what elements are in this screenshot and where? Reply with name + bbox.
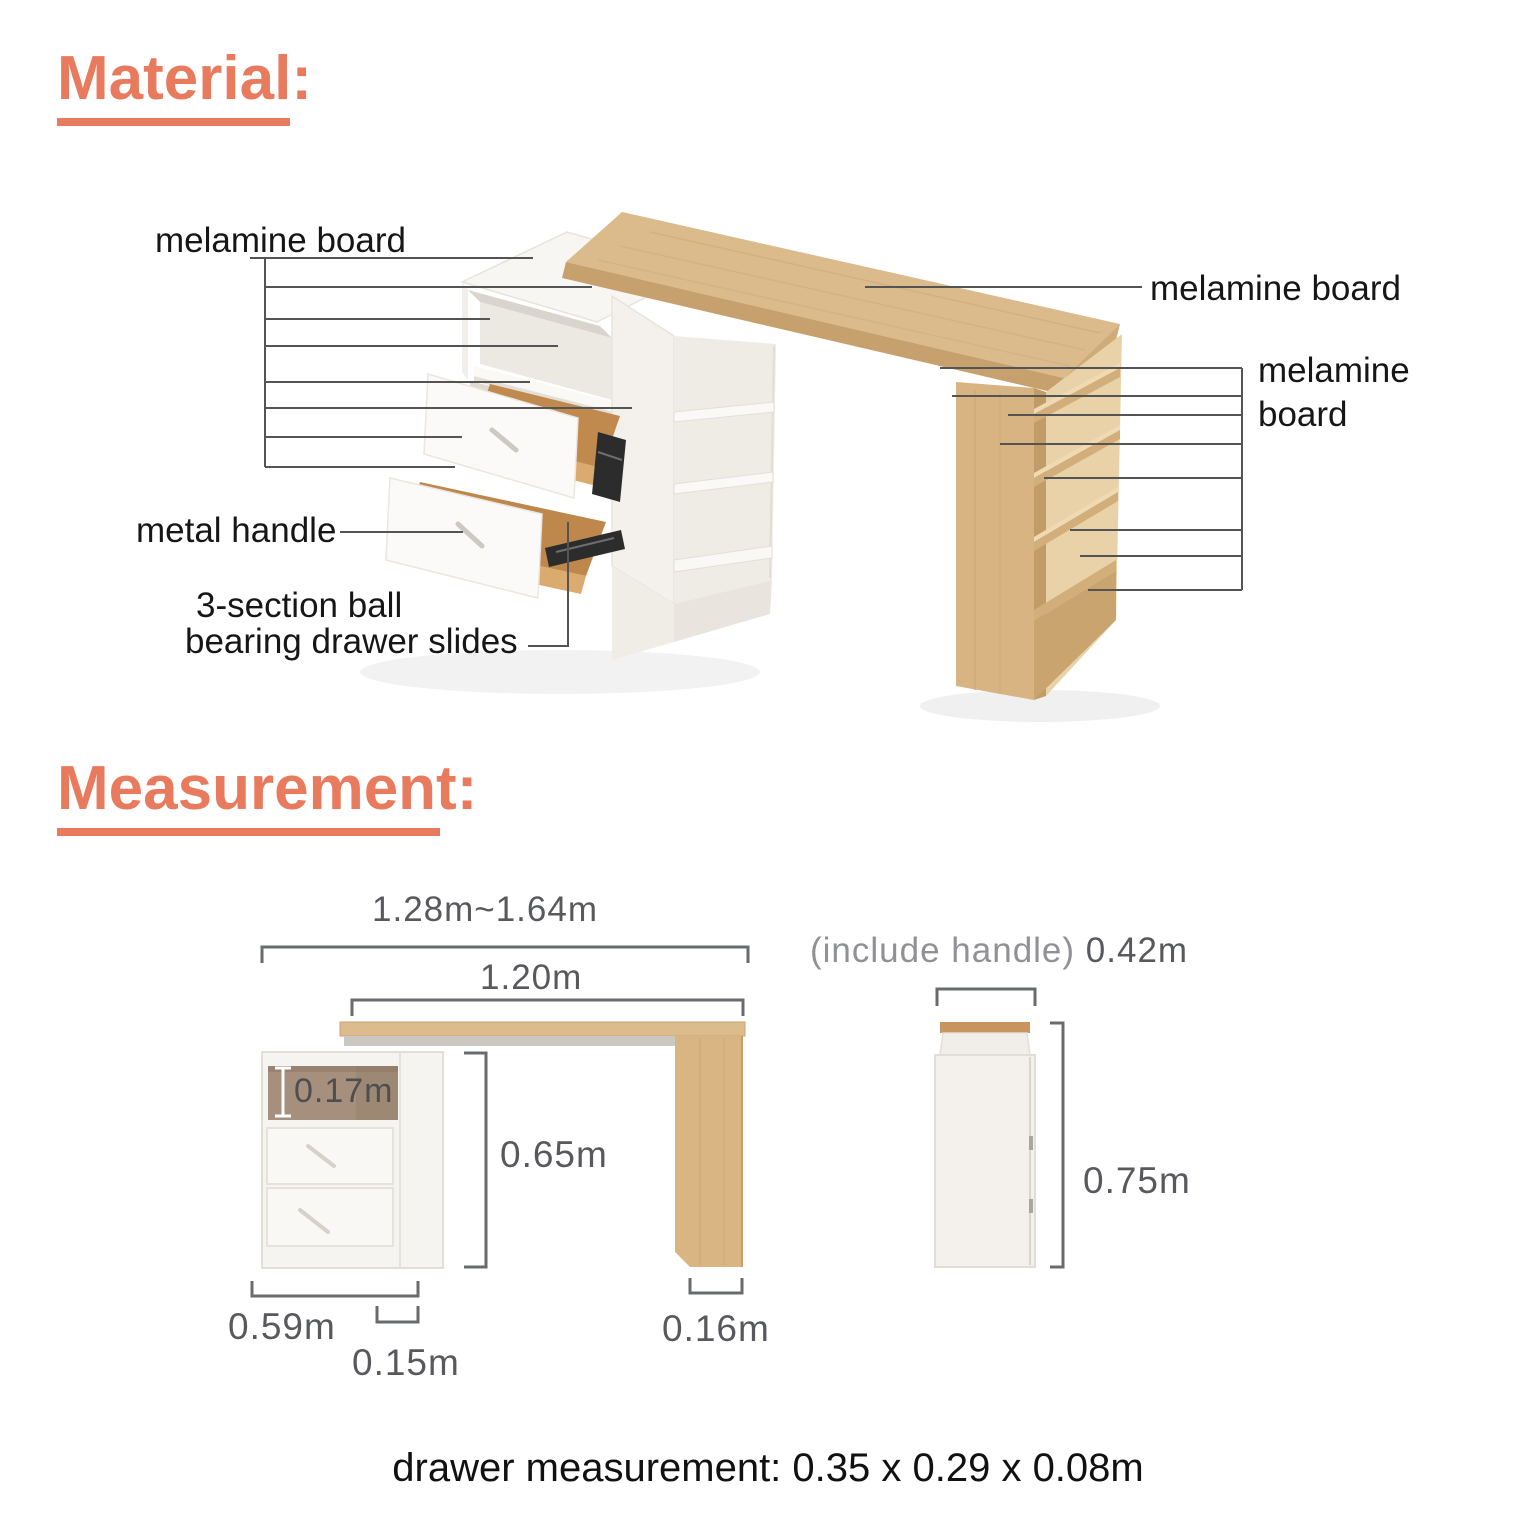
end-cabinet-body bbox=[935, 1055, 1035, 1267]
label-melamine-board-side-line2: board bbox=[1258, 395, 1348, 434]
material-heading: Material: bbox=[57, 44, 312, 113]
bracket-side-depth bbox=[937, 989, 1035, 1006]
drawer-lower bbox=[386, 478, 625, 598]
dim-width-range: 1.28m~1.64m bbox=[372, 890, 598, 929]
bracket-clearance bbox=[464, 1053, 486, 1267]
label-drawer-slides-line1: 3-section ball bbox=[196, 586, 403, 625]
bracket-leg-depth bbox=[690, 1278, 742, 1293]
end-top-strip bbox=[940, 1022, 1030, 1033]
measurement-heading-underline bbox=[57, 828, 440, 836]
measurement-heading: Measurement: bbox=[57, 754, 478, 823]
side-underboard bbox=[344, 1036, 675, 1046]
label-melamine-board-right: melamine board bbox=[1150, 269, 1401, 308]
dim-hutch-height: 0.17m bbox=[294, 1072, 394, 1110]
drawer-measurement-caption: drawer measurement: 0.35 x 0.29 x 0.08m bbox=[392, 1446, 1144, 1490]
dim-gap-width: 0.15m bbox=[352, 1342, 460, 1383]
bracket-cabinet-width bbox=[252, 1281, 418, 1296]
dim-total-height: 0.75m bbox=[1083, 1160, 1191, 1201]
dim-leg-depth: 0.16m bbox=[662, 1308, 770, 1349]
dim-clearance-height: 0.65m bbox=[500, 1134, 608, 1175]
middle-shelf-unit bbox=[612, 296, 776, 660]
material-heading-underline bbox=[57, 118, 290, 126]
bracket-total-height bbox=[1050, 1023, 1063, 1267]
label-metal-handle: metal handle bbox=[136, 511, 337, 550]
dim-include-handle: (include handle) bbox=[810, 931, 1076, 970]
bracket-desktop-width bbox=[352, 1000, 743, 1016]
dim-side-depth: 0.42m bbox=[1085, 931, 1189, 970]
label-melamine-board-left: melamine board bbox=[155, 221, 406, 260]
label-drawer-slides-line2: bearing drawer slides bbox=[185, 622, 518, 661]
label-melamine-board-side-line1: melamine bbox=[1258, 351, 1410, 390]
side-leg bbox=[675, 1036, 742, 1267]
dim-cabinet-width: 0.59m bbox=[228, 1306, 336, 1347]
measurement-end-view bbox=[935, 989, 1063, 1267]
bracket-gap bbox=[377, 1306, 418, 1322]
dim-side-depth-row bbox=[810, 931, 1188, 971]
side-desktop bbox=[340, 1022, 745, 1036]
dim-desktop-width: 1.20m bbox=[480, 958, 583, 997]
